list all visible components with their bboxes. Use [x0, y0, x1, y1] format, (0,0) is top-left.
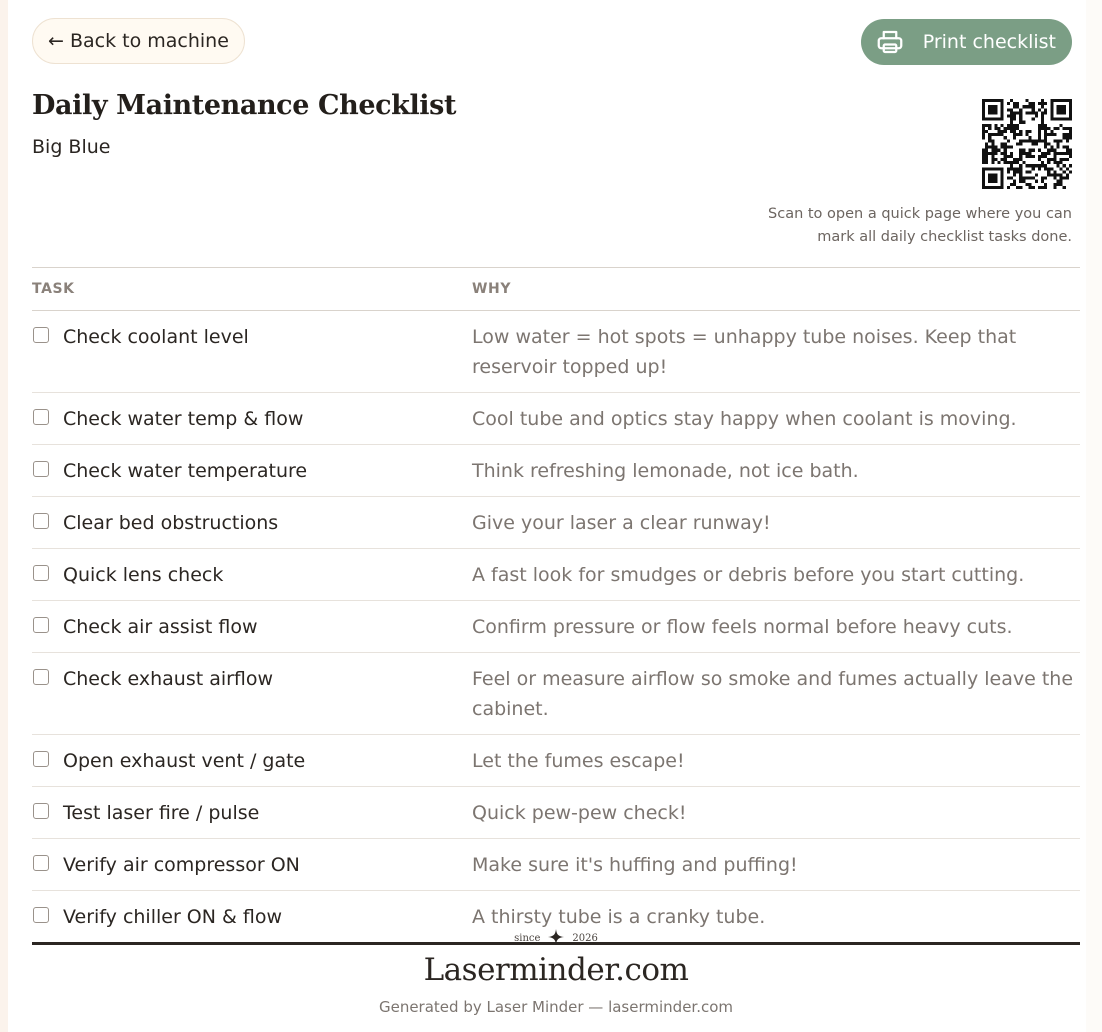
checkbox-icon[interactable]	[33, 803, 49, 819]
task-cell	[32, 798, 472, 828]
why-cell: Quick pew-pew check!	[472, 802, 687, 824]
task-label: Open exhaust vent / gate	[63, 750, 306, 772]
brand-logo: Laserminder.com	[423, 952, 689, 988]
back-label: ← Back to machine	[48, 30, 229, 52]
table-row	[32, 839, 1080, 891]
checkbox-icon[interactable]	[33, 327, 49, 343]
back-to-machine-button[interactable]	[32, 18, 245, 64]
table-row	[32, 653, 1080, 735]
printer-icon	[875, 27, 905, 57]
checkbox-icon[interactable]	[33, 617, 49, 633]
table-header	[32, 268, 1080, 311]
task-cell	[32, 664, 472, 694]
checkbox-icon[interactable]	[33, 513, 49, 529]
task-label: Check exhaust airflow	[63, 668, 274, 690]
machine-name: Big Blue	[32, 136, 111, 158]
checkbox-icon[interactable]	[33, 669, 49, 685]
task-cell	[32, 560, 472, 590]
checklist-table	[32, 267, 1080, 945]
qr-code[interactable]	[982, 99, 1072, 189]
task-label: Quick lens check	[63, 564, 224, 586]
print-label: Print checklist	[922, 31, 1056, 53]
why-cell: Let the fumes escape!	[472, 750, 685, 772]
table-row	[32, 735, 1080, 787]
since-label: since	[514, 932, 541, 944]
sparkle-icon	[548, 929, 564, 948]
checkbox-icon[interactable]	[33, 565, 49, 581]
task-label: Test laser fire / pulse	[63, 802, 260, 824]
task-cell	[32, 746, 472, 776]
checkbox-icon[interactable]	[33, 409, 49, 425]
checkbox-icon[interactable]	[33, 461, 49, 477]
table-row	[32, 393, 1080, 445]
task-label: Verify chiller ON & flow	[63, 906, 283, 928]
page-title: Daily Maintenance Checklist	[32, 90, 457, 121]
task-label: Check water temperature	[63, 460, 308, 482]
why-cell: A thirsty tube is a cranky tube.	[472, 906, 766, 928]
task-cell	[32, 508, 472, 538]
why-cell: Make sure it's huffing and puffing!	[472, 854, 798, 876]
why-cell: Give your laser a clear runway!	[472, 512, 771, 534]
task-label: Check air assist flow	[63, 616, 258, 638]
since-badge	[32, 928, 1080, 948]
header-why: WHY	[472, 281, 512, 297]
header-task: TASK	[32, 281, 75, 297]
print-checklist-button[interactable]	[861, 19, 1072, 65]
why-cell: Think refreshing lemonade, not ice bath.	[472, 460, 859, 482]
why-cell: Confirm pressure or flow feels normal before heavy cuts.	[472, 616, 1013, 638]
table-row	[32, 497, 1080, 549]
task-cell	[32, 404, 472, 434]
table-row	[32, 549, 1080, 601]
checkbox-icon[interactable]	[33, 751, 49, 767]
table-row	[32, 311, 1080, 393]
task-label: Check coolant level	[63, 326, 249, 348]
why-cell: A fast look for smudges or debris before you start cutting.	[472, 564, 1025, 586]
why-cell: Feel or measure airflow so smoke and fumes actually leave the cabinet.	[472, 668, 1074, 720]
table-body	[32, 311, 1080, 945]
task-cell	[32, 612, 472, 642]
checkbox-icon[interactable]	[33, 907, 49, 923]
table-row	[32, 601, 1080, 653]
table-row	[32, 787, 1080, 839]
why-cell: Cool tube and optics stay happy when coolant is moving.	[472, 408, 1017, 430]
since-year: 2026	[572, 932, 598, 944]
table-row	[32, 445, 1080, 497]
task-cell	[32, 850, 472, 880]
task-label: Clear bed obstructions	[63, 512, 279, 534]
checkbox-icon[interactable]	[33, 855, 49, 871]
qr-note: Scan to open a quick page where you can mark all daily checklist tasks done.	[768, 206, 1072, 245]
generated-by: Generated by Laser Minder — laserminder.com	[378, 998, 734, 1016]
task-cell	[32, 322, 472, 352]
task-label: Verify air compressor ON	[63, 854, 300, 876]
task-cell	[32, 456, 472, 486]
footer	[32, 928, 1080, 1016]
why-cell: Low water = hot spots = unhappy tube noises. Keep that reservoir topped up!	[472, 326, 1017, 378]
task-label: Check water temp & flow	[63, 408, 304, 430]
